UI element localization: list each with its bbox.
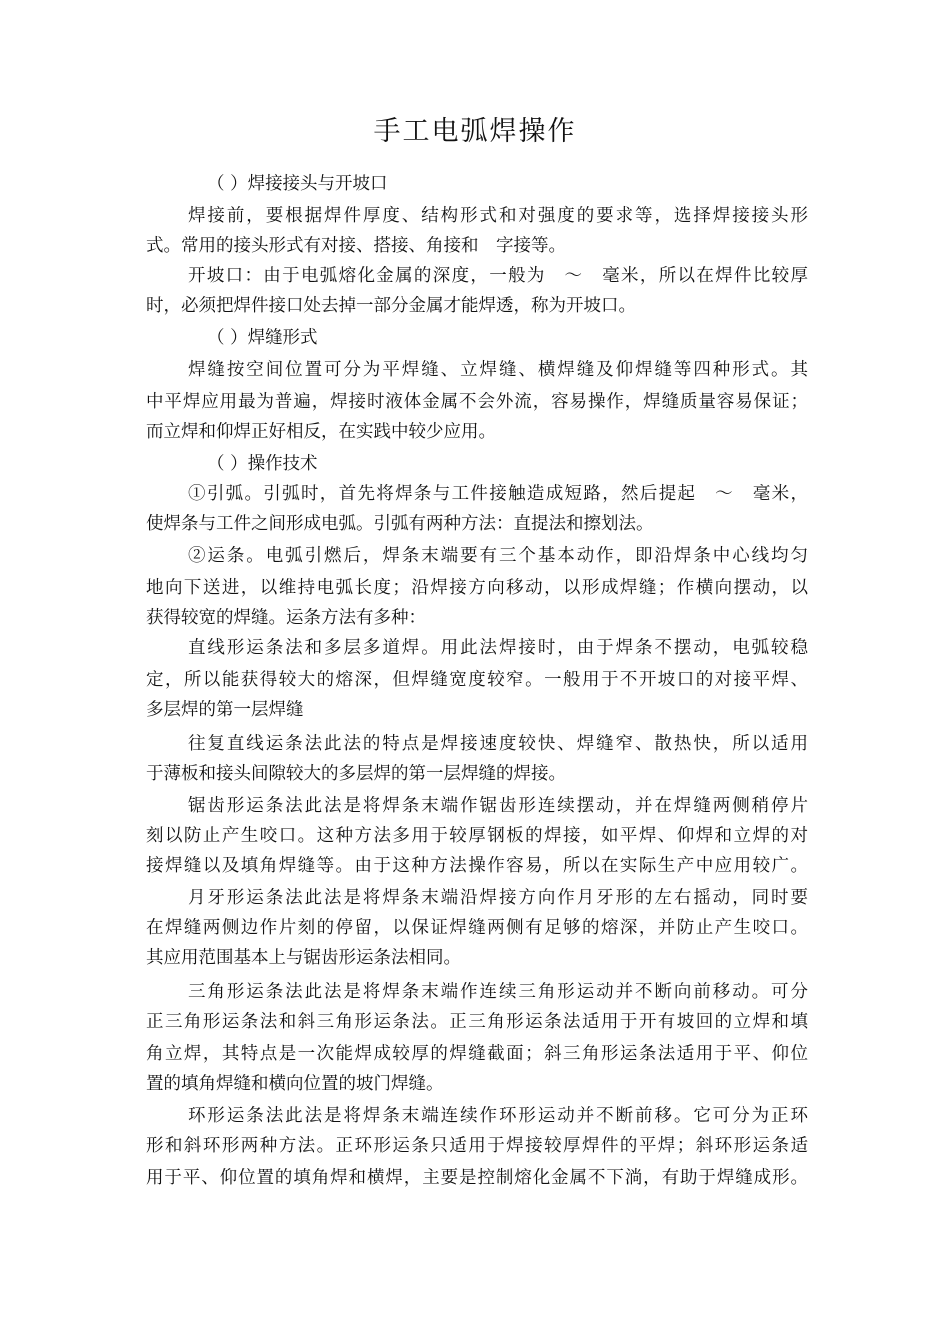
paragraph-line: 焊缝按空间位置可分为平焊缝、立焊缝、横焊缝及仰焊缝等四种形式。其 bbox=[188, 360, 808, 380]
paragraph-line: 置的填角焊缝和横向位置的坡门焊缝。 bbox=[146, 1074, 444, 1094]
section-heading-joints: （ ）焊接接头与开坡口 bbox=[207, 174, 388, 194]
paragraph-line: 焊接前，要根据焊件厚度、结构形式和对强度的要求等，选择焊接接头形 bbox=[188, 206, 808, 226]
paragraph-line: 用于平、仰位置的填角焊和横焊，主要是控制熔化金属不下淌，有助于焊缝成形。 bbox=[146, 1168, 808, 1188]
paragraph-line: 其应用范围基本上与锯齿形运条法相同。 bbox=[146, 948, 461, 968]
paragraph-line: 直线形运条法和多层多道焊。用此法焊接时，由于焊条不摆动，电弧较稳 bbox=[188, 638, 808, 658]
paragraph-line: 式。常用的接头形式有对接、搭接、角接和 字接等。 bbox=[146, 236, 566, 256]
paragraph-line: 时，必须把焊件接口处去掉一部分金属才能焊透，称为开坡口。 bbox=[146, 296, 636, 316]
section-heading-technique: （ ）操作技术 bbox=[207, 454, 318, 474]
paragraph-line: ②运条。电弧引燃后，焊条末端要有三个基本动作，即沿焊条中心线均匀 bbox=[188, 546, 808, 566]
paragraph-line: 定，所以能获得较大的熔深，但焊缝宽度较窄。一般用于不开坡口的对接平焊、 bbox=[146, 670, 808, 690]
paragraph-line: 而立焊和仰焊正好相反，在实践中较少应用。 bbox=[146, 422, 496, 442]
paragraph-line: ①引弧。引弧时，首先将焊条与工件接触造成短路，然后提起 ～ 毫米， bbox=[188, 484, 808, 504]
paragraph-line: 接焊缝以及填角焊缝等。由于这种方法操作容易，所以在实际生产中应用较广。 bbox=[146, 856, 808, 876]
paragraph-line: 月牙形运条法此法是将焊条末端沿焊接方向作月牙形的左右摇动，同时要 bbox=[188, 888, 808, 908]
paragraph-line: 角立焊，其特点是一次能焊成较厚的焊缝截面；斜三角形运条法适用于平、仰位 bbox=[146, 1044, 808, 1064]
paragraph-line: 地向下送进，以维持电弧长度；沿焊接方向移动，以形成焊缝；作横向摆动，以 bbox=[146, 578, 808, 598]
paragraph-line: 多层焊的第一层焊缝 bbox=[146, 700, 304, 720]
paragraph-line: 锯齿形运条法此法是将焊条末端作锯齿形连续摆动，并在焊缝两侧稍停片 bbox=[188, 796, 808, 816]
paragraph-line: 三角形运条法此法是将焊条末端作连续三角形运动并不断向前移动。可分 bbox=[188, 982, 808, 1002]
paragraph-line: 使焊条与工件之间形成电弧。引弧有两种方法：直提法和擦划法。 bbox=[146, 514, 654, 534]
section-heading-weld-forms: （ ）焊缝形式 bbox=[207, 328, 318, 348]
document-title: 手工电弧焊操作 bbox=[373, 116, 577, 147]
paragraph-line: 于薄板和接头间隙较大的多层焊的第一层焊缝的焊接。 bbox=[146, 764, 566, 784]
paragraph-line: 刻以防止产生咬口。这种方法多用于较厚钢板的焊接，如平焊、仰焊和立焊的对 bbox=[146, 826, 808, 846]
paragraph-line: 往复直线运条法此法的特点是焊接速度较快、焊缝窄、散热快，所以适用 bbox=[188, 734, 808, 754]
paragraph-line: 获得较宽的焊缝。运条方法有多种： bbox=[146, 608, 426, 628]
paragraph-line: 开坡口：由于电弧熔化金属的深度，一般为 ～ 毫米，所以在焊件比较厚 bbox=[188, 266, 808, 286]
paragraph-line: 正三角形运条法和斜三角形运条法。正三角形运条法适用于开有坡回的立焊和填 bbox=[146, 1012, 808, 1032]
paragraph-line: 中平焊应用最为普遍，焊接时液体金属不会外流，容易操作，焊缝质量容易保证； bbox=[146, 392, 808, 412]
paragraph-line: 环形运条法此法是将焊条末端连续作环形运动并不断前移。它可分为正环 bbox=[188, 1106, 808, 1126]
paragraph-line: 形和斜环形两种方法。正环形运条只适用于焊接较厚焊件的平焊；斜环形运条适 bbox=[146, 1136, 808, 1156]
paragraph-line: 在焊缝两侧边作片刻的停留，以保证焊缝两侧有足够的熔深，并防止产生咬口。 bbox=[146, 918, 808, 938]
